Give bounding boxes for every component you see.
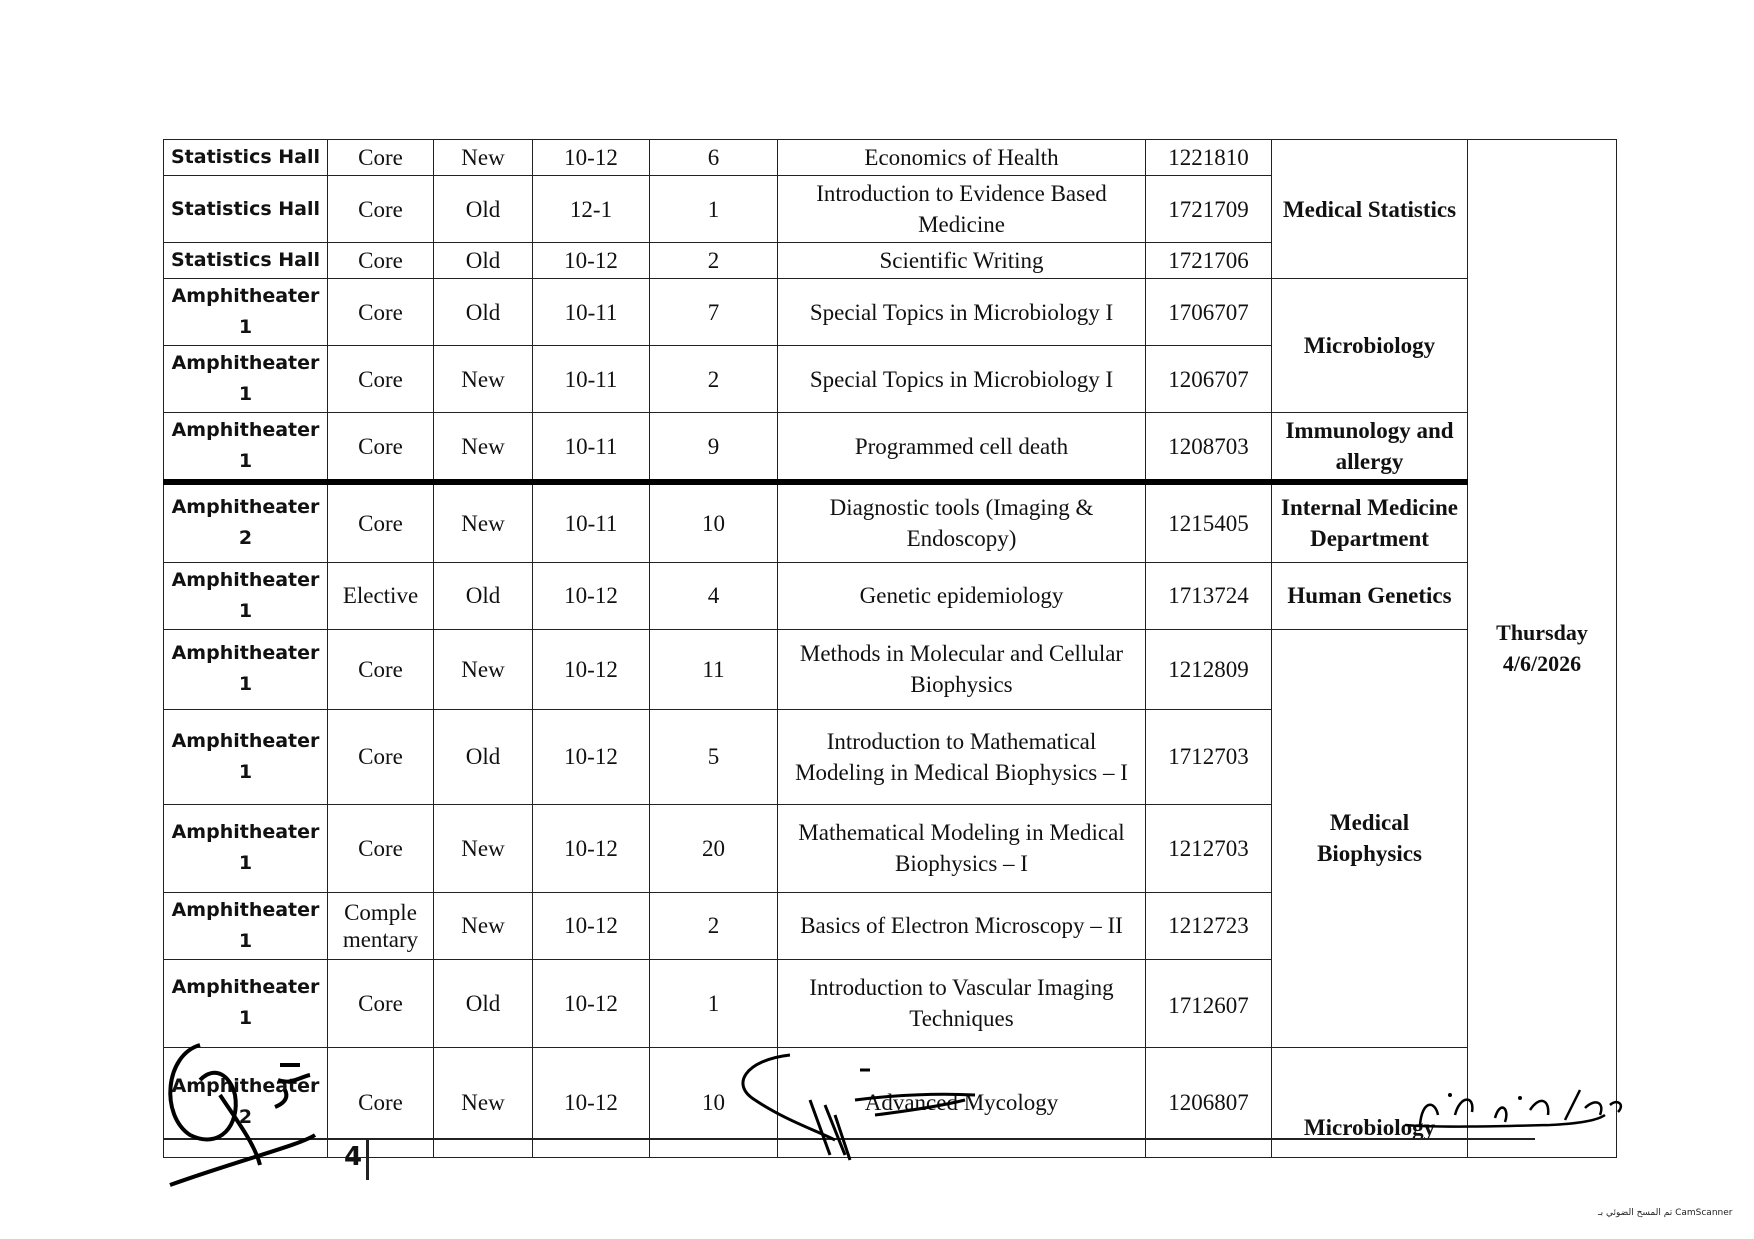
time-cell: 10-11 <box>533 279 650 346</box>
students-cell: 6 <box>650 140 778 176</box>
bylaw-cell: New <box>434 629 533 709</box>
schedule-table <box>163 139 1617 1158</box>
course-type-cell: Core <box>328 959 434 1047</box>
hall-cell: Amphitheater 1 <box>164 279 328 346</box>
course-type-cell: Core <box>328 346 434 413</box>
page-number: 4 <box>344 1142 363 1172</box>
hall-cell: Statistics Hall <box>164 176 328 243</box>
center-signature-icon <box>735 1055 985 1165</box>
course-name-cell: Methods in Molecular and Cellular Biophysics <box>778 629 1146 709</box>
department-cell: Internal Medicine Department <box>1272 482 1468 562</box>
course-type-cell: Core <box>328 1047 434 1157</box>
course-name-cell: Special Topics in Microbiology I <box>778 346 1146 413</box>
date-label: 4/6/2026 <box>1502 651 1582 677</box>
bylaw-cell: New <box>434 346 533 413</box>
department-cell: Medical Statistics <box>1272 140 1468 279</box>
course-name-cell: Genetic epidemiology <box>778 562 1146 629</box>
department-cell: Microbiology <box>1272 1047 1468 1157</box>
time-cell: 10-12 <box>533 959 650 1047</box>
course-name-cell: Introduction to Mathematical Modeling in Medical Biophysics – I <box>778 709 1146 804</box>
course-type-cell: Core <box>328 709 434 804</box>
department-cell: Immunology and allergy <box>1272 413 1468 483</box>
course-code-cell: 1713724 <box>1146 562 1272 629</box>
course-code-cell: 1712703 <box>1146 709 1272 804</box>
hall-cell: Statistics Hall <box>164 140 328 176</box>
course-code-cell: 1212723 <box>1146 892 1272 959</box>
hall-cell: Amphitheater 1 <box>164 804 328 892</box>
bylaw-cell: New <box>434 140 533 176</box>
course-code-cell: 1706707 <box>1146 279 1272 346</box>
weekday-label: Thursday <box>1496 620 1588 646</box>
hall-cell: Amphitheater 1 <box>164 709 328 804</box>
course-type-cell: Elective <box>328 562 434 629</box>
course-name-cell: Basics of Electron Microscopy – II <box>778 892 1146 959</box>
table-row <box>164 629 1617 709</box>
students-cell: 1 <box>650 176 778 243</box>
bylaw-cell: New <box>434 482 533 562</box>
course-type-cell: Core <box>328 176 434 243</box>
course-name-cell: Diagnostic tools (Imaging & Endoscopy) <box>778 482 1146 562</box>
table-row <box>164 482 1617 562</box>
course-type-cell: Core <box>328 629 434 709</box>
time-cell: 10-12 <box>533 562 650 629</box>
right-signature-icon <box>1400 1080 1630 1140</box>
course-type-cell: Core <box>328 140 434 176</box>
bylaw-cell: Old <box>434 562 533 629</box>
time-cell: 12-1 <box>533 176 650 243</box>
students-cell: 2 <box>650 243 778 279</box>
hall-cell: Amphitheater 2 <box>164 482 328 562</box>
course-code-cell: 1221810 <box>1146 140 1272 176</box>
time-cell: 10-12 <box>533 709 650 804</box>
table-row <box>164 279 1617 346</box>
time-cell: 10-11 <box>533 413 650 483</box>
course-name-cell: Mathematical Modeling in Medical Biophysics – I <box>778 804 1146 892</box>
course-name-cell: Special Topics in Microbiology I <box>778 279 1146 346</box>
course-name-cell: Economics of Health <box>778 140 1146 176</box>
hall-cell: Amphitheater 1 <box>164 413 328 483</box>
hall-cell: Amphitheater 1 <box>164 892 328 959</box>
table-row <box>164 562 1617 629</box>
students-cell: 7 <box>650 279 778 346</box>
course-type-cell: Core <box>328 279 434 346</box>
bylaw-cell: New <box>434 1047 533 1157</box>
bylaw-cell: New <box>434 804 533 892</box>
students-cell: 1 <box>650 959 778 1047</box>
day-cell <box>1468 140 1617 1158</box>
bylaw-cell: Old <box>434 176 533 243</box>
department-cell: Medical Biophysics <box>1272 629 1468 1047</box>
bylaw-cell: Old <box>434 709 533 804</box>
time-cell: 10-12 <box>533 892 650 959</box>
course-code-cell: 1206807 <box>1146 1047 1272 1157</box>
table-row <box>164 413 1617 483</box>
time-cell: 10-11 <box>533 482 650 562</box>
time-cell: 10-12 <box>533 804 650 892</box>
course-name-cell: Introduction to Vascular Imaging Techniques <box>778 959 1146 1047</box>
bylaw-cell: New <box>434 413 533 483</box>
course-type-cell: Core <box>328 243 434 279</box>
hall-cell: Amphitheater 1 <box>164 959 328 1047</box>
time-cell: 10-12 <box>533 629 650 709</box>
bylaw-cell: New <box>434 892 533 959</box>
hall-cell: Amphitheater 1 <box>164 346 328 413</box>
hall-cell: Amphitheater 2 <box>164 1047 328 1157</box>
students-cell: 2 <box>650 892 778 959</box>
left-signature-icon <box>160 1035 363 1185</box>
department-cell: Microbiology <box>1272 279 1468 413</box>
bylaw-cell: Old <box>434 959 533 1047</box>
hall-cell: Amphitheater 1 <box>164 629 328 709</box>
course-code-cell: 1721706 <box>1146 243 1272 279</box>
department-cell: Human Genetics <box>1272 562 1468 629</box>
course-code-cell: 1208703 <box>1146 413 1272 483</box>
hall-cell: Amphitheater 1 <box>164 562 328 629</box>
students-cell: 5 <box>650 709 778 804</box>
table-row <box>164 140 1617 176</box>
page-number-divider <box>366 1138 369 1180</box>
students-cell: 10 <box>650 1047 778 1157</box>
course-code-cell: 1212703 <box>1146 804 1272 892</box>
time-cell: 10-11 <box>533 346 650 413</box>
time-cell: 10-12 <box>533 243 650 279</box>
course-type-cell: Core <box>328 413 434 483</box>
course-name-cell: Introduction to Evidence Based Medicine <box>778 176 1146 243</box>
bylaw-cell: Old <box>434 243 533 279</box>
students-cell: 20 <box>650 804 778 892</box>
course-code-cell: 1721709 <box>1146 176 1272 243</box>
students-cell: 2 <box>650 346 778 413</box>
students-cell: 9 <box>650 413 778 483</box>
course-type-cell: Comple mentary <box>328 892 434 959</box>
course-name-cell: Advanced Mycology <box>778 1047 1146 1157</box>
course-code-cell: 1215405 <box>1146 482 1272 562</box>
course-type-cell: Core <box>328 482 434 562</box>
time-cell: 10-12 <box>533 140 650 176</box>
time-cell: 10-12 <box>533 1047 650 1157</box>
students-cell: 11 <box>650 629 778 709</box>
students-cell: 4 <box>650 562 778 629</box>
hall-cell: Statistics Hall <box>164 243 328 279</box>
students-cell: 10 <box>650 482 778 562</box>
course-code-cell: 1206707 <box>1146 346 1272 413</box>
scanner-watermark: تم المسح الضوئي بـ CamScanner <box>1598 1208 1733 1218</box>
course-name-cell: Scientific Writing <box>778 243 1146 279</box>
bylaw-cell: Old <box>434 279 533 346</box>
course-name-cell: Programmed cell death <box>778 413 1146 483</box>
course-type-cell: Core <box>328 804 434 892</box>
course-code-cell: 1712607 <box>1146 959 1272 1047</box>
course-code-cell: 1212809 <box>1146 629 1272 709</box>
